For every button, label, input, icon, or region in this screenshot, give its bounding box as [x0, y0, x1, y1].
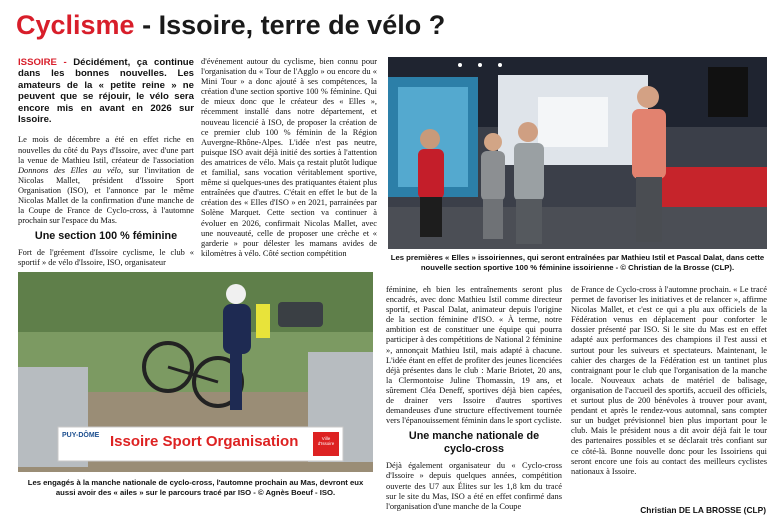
body-paragraph: de France de Cyclo-cross à l'automne prochain. « Le tracé permet de favoriser les initiatives et de relancer », affirme Nicolas Mallet, et c'est ce qui a plu aux officiels de la Fédération venus en déplacement pour conforter le dossier présenté par ISO. Si le site du Mas est en effet adapté aux performances des champions il l'est aussi et surtout pour les suiveurs et spectateurs. Maintenant, le cahier des charges de la Fédération est un tantinet plus contraignant pour le club que l'organisation de la manche locale. Nouveaux achats de matériel de balisage, organisation de l'accueil des sportifs, accueil des officiels, et surtout plus de 200 bénévoles à trouver pour avant, pendant et après le rendez-vous automnal, sans compter sur un budget prévisionnel bien plus important pour le club. Mais le président nous a dit avoir déjà fait le tour des partenaires possibles et se déclarait très confiant sur ce côté-là. Bonne nouvelle donc pour les Issoiriens qui seront encore une fois au contact des meilleurs cyclistes nationaux à Issoire. — [571, 285, 767, 476]
body-text: Le mois de décembre a été en effet riche en nouvelles du côté du Pays d'Issoire, avec d'une part la venue de Mathieu Istil, créateur de l'association — [18, 135, 194, 165]
photo-caption-left: Les engagés à la manche nationale de cyclo-cross, l'automne prochain au Mas, devront eux aussi avoir des « ailes » sur le parcours tracé par ISO - © Agnès Boeuf - ISO. — [27, 478, 364, 497]
subheading-section-feminine: Une section 100 % féminine — [34, 230, 178, 243]
subheading-cyclo-cross: Une manche nationale de cyclo-cross — [408, 430, 540, 456]
photo-cyclo-cross — [18, 272, 373, 472]
banner-right: Ville d'Issoire — [317, 436, 335, 446]
photo-elles-team — [388, 57, 767, 249]
column-3 — [386, 285, 562, 512]
body-paragraph: féminine, eh bien les entraînements seront plus encadrés, avec donc Mathieu Istil comme directeur sportif, et Pascal Dalat, animateur depuis l'origine de la section féminine d'ISO. « À terme, notre ambition est de constituer une équipe qui pourra participer à des compétitions de National 2 féminine », annonçait Mathieu Istil, mais adapté à chacune. L'idée étant en effet de profiter des jeunes licenciées déjà présentes dans le club : Marie Briotet, 20 ans, la Clermontoise Juline Thomassin, 19 ans, et sûrement Cléa Deneff, sportives déjà bien capées, de drainer vers Issoire d'autres sportives demandeuses d'une structure effectivement tournée vers l'épanouissement féminin dans le sport cycliste. — [386, 285, 562, 426]
dateline: ISSOIRE - — [18, 57, 67, 68]
column-4 — [571, 285, 767, 477]
headline-kicker: Cyclisme — [16, 10, 135, 40]
association-name: Donnons des Elles au vélo — [18, 165, 121, 175]
article-byline: Christian DE LA BROSSE (CLP) — [640, 505, 766, 515]
article-headline — [16, 6, 766, 44]
column-1 — [18, 57, 194, 268]
lead-text: Décidément, ça continue dans les bonnes nouvelles. Les amateurs de la « petite reine » ne peuvent que se réjouir, le vélo sera encore mis en avant en 2026 sur Issoire. — [18, 57, 194, 126]
column-2 — [201, 57, 377, 259]
body-paragraph: d'événement autour du cyclisme, bien connu pour l'organisation du « Tour de l'Agglo » ou encore du « Mini Tour » a donc ajouté à ses compétences, la création d'une section sportive 100 % féminine. Qui de mieux donc que le créateur des « Elles », récemment installé dans notre département, et nouveau licencié à ISO, de proposer la création de ce premier club 100 % féminin de la Région Auvergne-Rhône-Alpes. L'idée n'est pas neutre, puisque ISO avait déjà initié des sorties à l'attention des amatrices de vélo. Mais ça restait plutôt ludique et familial, sans vocation véritablement sportive, même si quelques-unes des pratiquantes étaient plus entraînées que d'autres. C'était en effet le but de la création des « Elles d'ISO » en 2021, parrainées par Solène Marquet. Cette section va continuer à évoluer en 2026, confirmait Nicolas Mallet, avec une nouveauté, celle de proposer une crèche et « garderie » pour délester les mamans avides de kilomètres à vélo. Côté section compétition — [201, 57, 377, 258]
photo-caption-right: Les premières « Elles » issoiriennes, qui seront entraînées par Mathieu Istil et Pascal Dalat, dans cette nouvelle section sportive 100 % féminine issoirienne - © Christian de la Brosse (CLP). — [390, 253, 765, 272]
lead-paragraph — [18, 57, 194, 125]
headline-title: - Issoire, terre de vélo ? — [134, 10, 446, 40]
body-paragraph: Fort de l'gréement d'Issoire cyclisme, le club « sportif » de vélo d'Issoire, ISO, organisateur — [18, 248, 194, 268]
body-paragraph: Déjà également organisateur du « Cyclo-cross d'Issoire » depuis quelques années, compétition ouverte des U7 aux Élites sur les 1,8 km du tracé sur le site du Mas, ISO a été en effet confirmé dans l'organisation d'une manche de la Coupe — [386, 461, 562, 511]
banner-text: Issoire Sport Organisation — [110, 433, 299, 450]
banner-logo: PUY-DÔME — [62, 432, 100, 439]
body-paragraph — [18, 135, 194, 226]
photo-image — [388, 57, 767, 249]
body-text: , sur l'invitation de Nicolas Mallet, président d'Issoire Sport Organisation (ISO), et l'annonce par le même Nicolas Mallet de la confirmation d'une manche de la Coupe de France de Cyclo-cross, à l'automne prochain sur l'espace du Mas. — [18, 165, 195, 226]
